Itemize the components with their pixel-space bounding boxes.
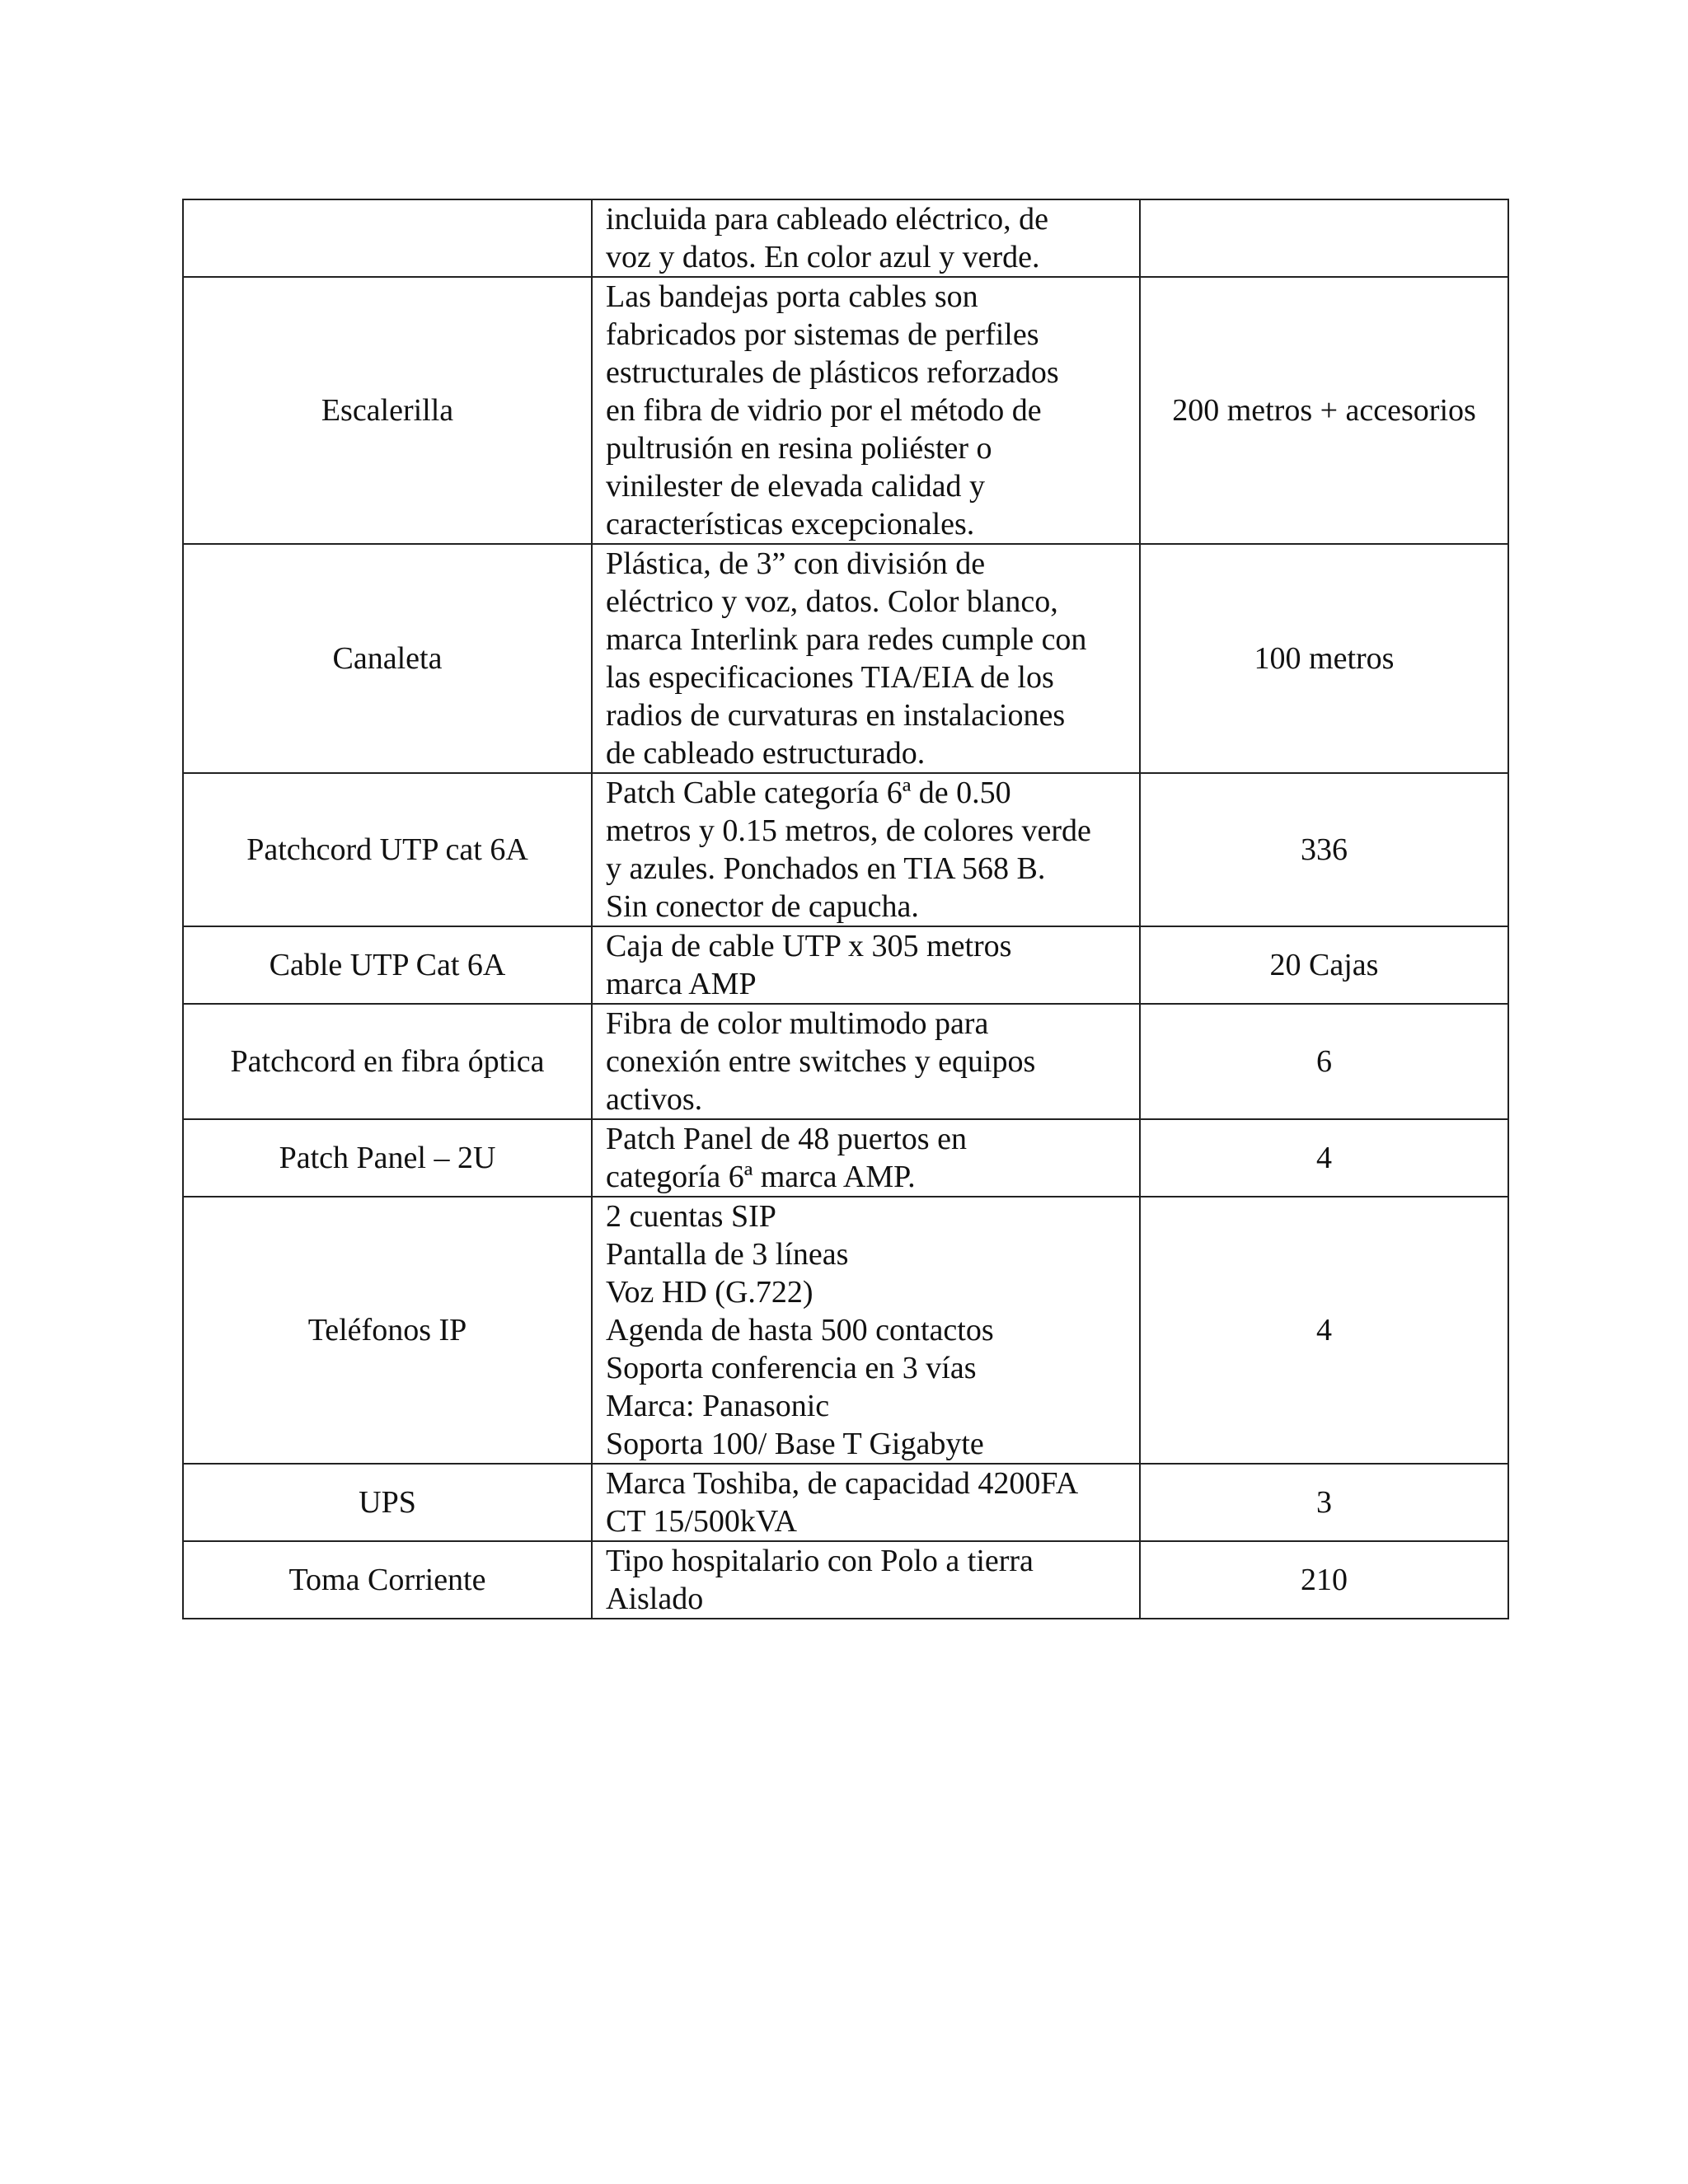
description-cell <box>592 926 1140 1004</box>
description-line: Marca Toshiba, de capacidad 4200FA <box>606 1466 1079 1501</box>
quantity-cell: 4 <box>1140 1197 1508 1464</box>
description-cell <box>592 277 1140 544</box>
description-line: CT 15/500kVA <box>606 1504 797 1539</box>
description-line: y azules. Ponchados en TIA 568 B. <box>606 851 1046 886</box>
item-name-cell: Escalerilla <box>183 277 592 544</box>
description-cell <box>592 1119 1140 1197</box>
item-name-cell <box>183 199 592 277</box>
description-line: vinilester de elevada calidad y <box>606 469 986 504</box>
table-body <box>183 199 1508 1619</box>
description-line: conexión entre switches y equipos <box>606 1044 1036 1079</box>
item-name-cell: Patchcord en fibra óptica <box>183 1004 592 1119</box>
quantity-cell: 200 metros + accesorios <box>1140 277 1508 544</box>
quantity-cell: 210 <box>1140 1541 1508 1619</box>
description-line: fabricados por sistemas de perfiles <box>606 317 1039 352</box>
item-name-cell: Teléfonos IP <box>183 1197 592 1464</box>
table-row <box>183 544 1508 773</box>
table-row <box>183 1119 1508 1197</box>
description-cell <box>592 544 1140 773</box>
table-row <box>183 1004 1508 1119</box>
description-cell <box>592 1464 1140 1541</box>
description-line: pultrusión en resina poliéster o <box>606 431 992 466</box>
description-line: Patch Panel de 48 puertos en <box>606 1122 967 1156</box>
description-line: Patch Cable categoría 6ª de 0.50 <box>606 776 1011 810</box>
table-row <box>183 926 1508 1004</box>
description-line: metros y 0.15 metros, de colores verde <box>606 813 1091 848</box>
table-row <box>183 1197 1508 1464</box>
item-name-cell: Patchcord UTP cat 6A <box>183 773 592 926</box>
description-line: Aislado <box>606 1582 704 1616</box>
description-line: de cableado estructurado. <box>606 736 926 771</box>
description-cell <box>592 1541 1140 1619</box>
table-row <box>183 1541 1508 1619</box>
equipment-spec-table <box>182 199 1509 1619</box>
description-line: categoría 6ª marca AMP. <box>606 1160 916 1194</box>
quantity-cell: 20 Cajas <box>1140 926 1508 1004</box>
description-cell <box>592 773 1140 926</box>
description-line: Plástica, de 3” con división de <box>606 546 986 581</box>
quantity-cell: 6 <box>1140 1004 1508 1119</box>
table-row <box>183 199 1508 277</box>
description-line: las especificaciones TIA/EIA de los <box>606 660 1054 695</box>
description-line: incluida para cableado eléctrico, de <box>606 202 1048 237</box>
description-line: Las bandejas porta cables son <box>606 279 978 314</box>
description-cell <box>592 199 1140 277</box>
description-cell <box>592 1197 1140 1464</box>
description-line: Tipo hospitalario con Polo a tierra <box>606 1544 1034 1578</box>
quantity-cell: 336 <box>1140 773 1508 926</box>
description-line: en fibra de vidrio por el método de <box>606 393 1042 428</box>
item-name-cell: Patch Panel – 2U <box>183 1119 592 1197</box>
description-line: Fibra de color multimodo para <box>606 1006 989 1041</box>
description-line: Sin conector de capucha. <box>606 889 919 924</box>
description-line: radios de curvaturas en instalaciones <box>606 698 1066 733</box>
quantity-cell: 3 <box>1140 1464 1508 1541</box>
item-name-cell: Toma Corriente <box>183 1541 592 1619</box>
item-name-cell: UPS <box>183 1464 592 1541</box>
table-row <box>183 277 1508 544</box>
quantity-cell <box>1140 199 1508 277</box>
description-cell <box>592 1004 1140 1119</box>
description-line: Voz HD (G.722) <box>606 1275 814 1310</box>
description-line: activos. <box>606 1082 703 1117</box>
description-line: 2 cuentas SIP <box>606 1199 776 1234</box>
description-line: eléctrico y voz, datos. Color blanco, <box>606 584 1058 619</box>
description-line: voz y datos. En color azul y verde. <box>606 240 1040 274</box>
table-row <box>183 1464 1508 1541</box>
description-line: Agenda de hasta 500 contactos <box>606 1313 994 1347</box>
description-line: características excepcionales. <box>606 507 975 541</box>
description-line: Caja de cable UTP x 305 metros <box>606 929 1012 963</box>
description-line: Marca: Panasonic <box>606 1389 830 1423</box>
description-line: Soporta 100/ Base T Gigabyte <box>606 1427 984 1461</box>
item-name-cell: Canaleta <box>183 544 592 773</box>
description-line: marca Interlink para redes cumple con <box>606 622 1087 657</box>
description-line: Pantalla de 3 líneas <box>606 1237 849 1272</box>
description-line: marca AMP <box>606 967 757 1001</box>
item-name-cell: Cable UTP Cat 6A <box>183 926 592 1004</box>
description-line: Soporta conferencia en 3 vías <box>606 1351 977 1385</box>
table-row <box>183 773 1508 926</box>
quantity-cell: 100 metros <box>1140 544 1508 773</box>
description-line: estructurales de plásticos reforzados <box>606 355 1059 390</box>
quantity-cell: 4 <box>1140 1119 1508 1197</box>
